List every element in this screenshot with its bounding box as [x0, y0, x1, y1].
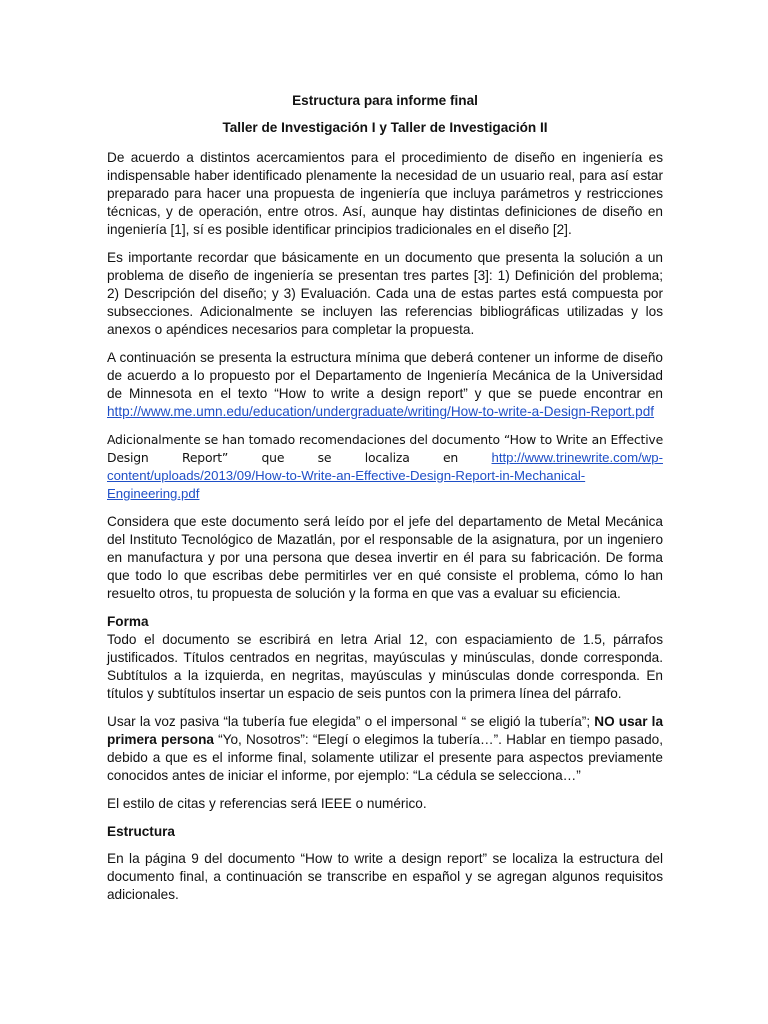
paragraph-trinewrite-text: Adicionalmente se han tomado recomendaciones del documento “How to Write an Effective Design Report” que se localiza en [107, 432, 663, 465]
minnesota-report-link[interactable]: http://www.me.umn.edu/education/undergraduate/writing/How-to-write-a-Design-Report.pdf [107, 404, 655, 419]
paragraph-audience: Considera que este documento será leído por el jefe del departamento de Metal Mecánica del Instituto Tecnológico de Mazatlán, por el responsable de la asignatura, por un ingeniero en manufactura y por una persona que desea invertir en él para su fabricación. De forma que todo lo que escribas debe permitirles ver en qué consiste el problema, cómo lo han resuelto otros, tu propuesta de solución y la forma en que vas a evaluar su eficiencia. [107, 514, 663, 601]
heading-estructura: Estructura [107, 824, 175, 839]
paragraph-estructura: En la página 9 del documento “How to write a design report” se localiza la estructura del documento final, a continuación se transcribe en español y se agregan algunos requisitos adicionales. [107, 851, 663, 902]
trinewrite-report-link[interactable]: http://www.trinewrite.com/wp-content/uploads/2013/09/How-to-Write-an-Effective-Design-Report-in-Mechanical-Engineering.pdf [107, 450, 663, 501]
paragraph-voice-a: Usar la voz pasiva “la tubería fue elegida” o el impersonal “ se eligió la tubería”; [107, 714, 595, 729]
paragraph-minnesota-text: A continuación se presenta la estructura mínima que deberá contener un informe de diseño de acuerdo a lo propuesto por el Departamento de Ingeniería Mecánica de la Universidad de Minnesota en el texto “How to write a design report” y que se puede encontrar en [107, 350, 663, 401]
paragraph-citations: El estilo de citas y referencias será IEEE o numérico. [107, 796, 427, 811]
paragraph-forma: Todo el documento se escribirá en letra Arial 12, con espaciamiento de 1.5, párrafos justificados. Títulos centrados en negritas, mayúsculas y minúsculas, donde corresponda. Subtítulos a la izquierda, en negritas, mayúsculas y minúsculas donde corresponda. En títulos y subtítulos insertar un espacio de seis puntos con la primera línea del párrafo. [107, 632, 663, 701]
paragraph-voice-b: “Yo, Nosotros”: “Elegí o elegimos la tubería…”. Hablar en tiempo pasado, debido a que es el informe final, solamente utilizar el presente para aspectos previamente conocidos antes de iniciar el informe, por ejemplo: “La cédula se selecciona…” [107, 732, 663, 783]
heading-forma: Forma [107, 614, 149, 629]
paragraph-intro: De acuerdo a distintos acercamientos para el procedimiento de diseño en ingeniería es indispensable haber identificado plenamente la necesidad de un usuario real, para así estar preparado para hacer una propuesta de ingeniería que incluya parámetros y restricciones técnicas, y de operación, entre otros. Así, aunque hay distintas definiciones de diseño en ingeniería [1], sí es posible identificar principios tradicionales en el diseño [2]. [107, 150, 663, 237]
paragraph-minnesota [107, 349, 663, 421]
paragraph-trinewrite [107, 431, 663, 503]
document-subtitle: Taller de Investigación I y Taller de Investigación II [222, 120, 548, 135]
paragraph-voice [107, 713, 663, 785]
paragraph-voice-bold: NO usar la primera persona [107, 714, 664, 747]
document-title: Estructura para informe final [292, 93, 478, 108]
paragraph-parts: Es importante recordar que básicamente en un documento que presenta la solución a un problema de diseño de ingeniería se presentan tres partes [3]: 1) Definición del problema; 2) Descripción del diseño; y 3) Evaluación. Cada una de estas partes está compuesta por subsecciones. Adicionalmente se incluyen las referencias bibliográficas utilizadas y los anexos o apéndices necesarios para completar la propuesta. [107, 250, 663, 337]
